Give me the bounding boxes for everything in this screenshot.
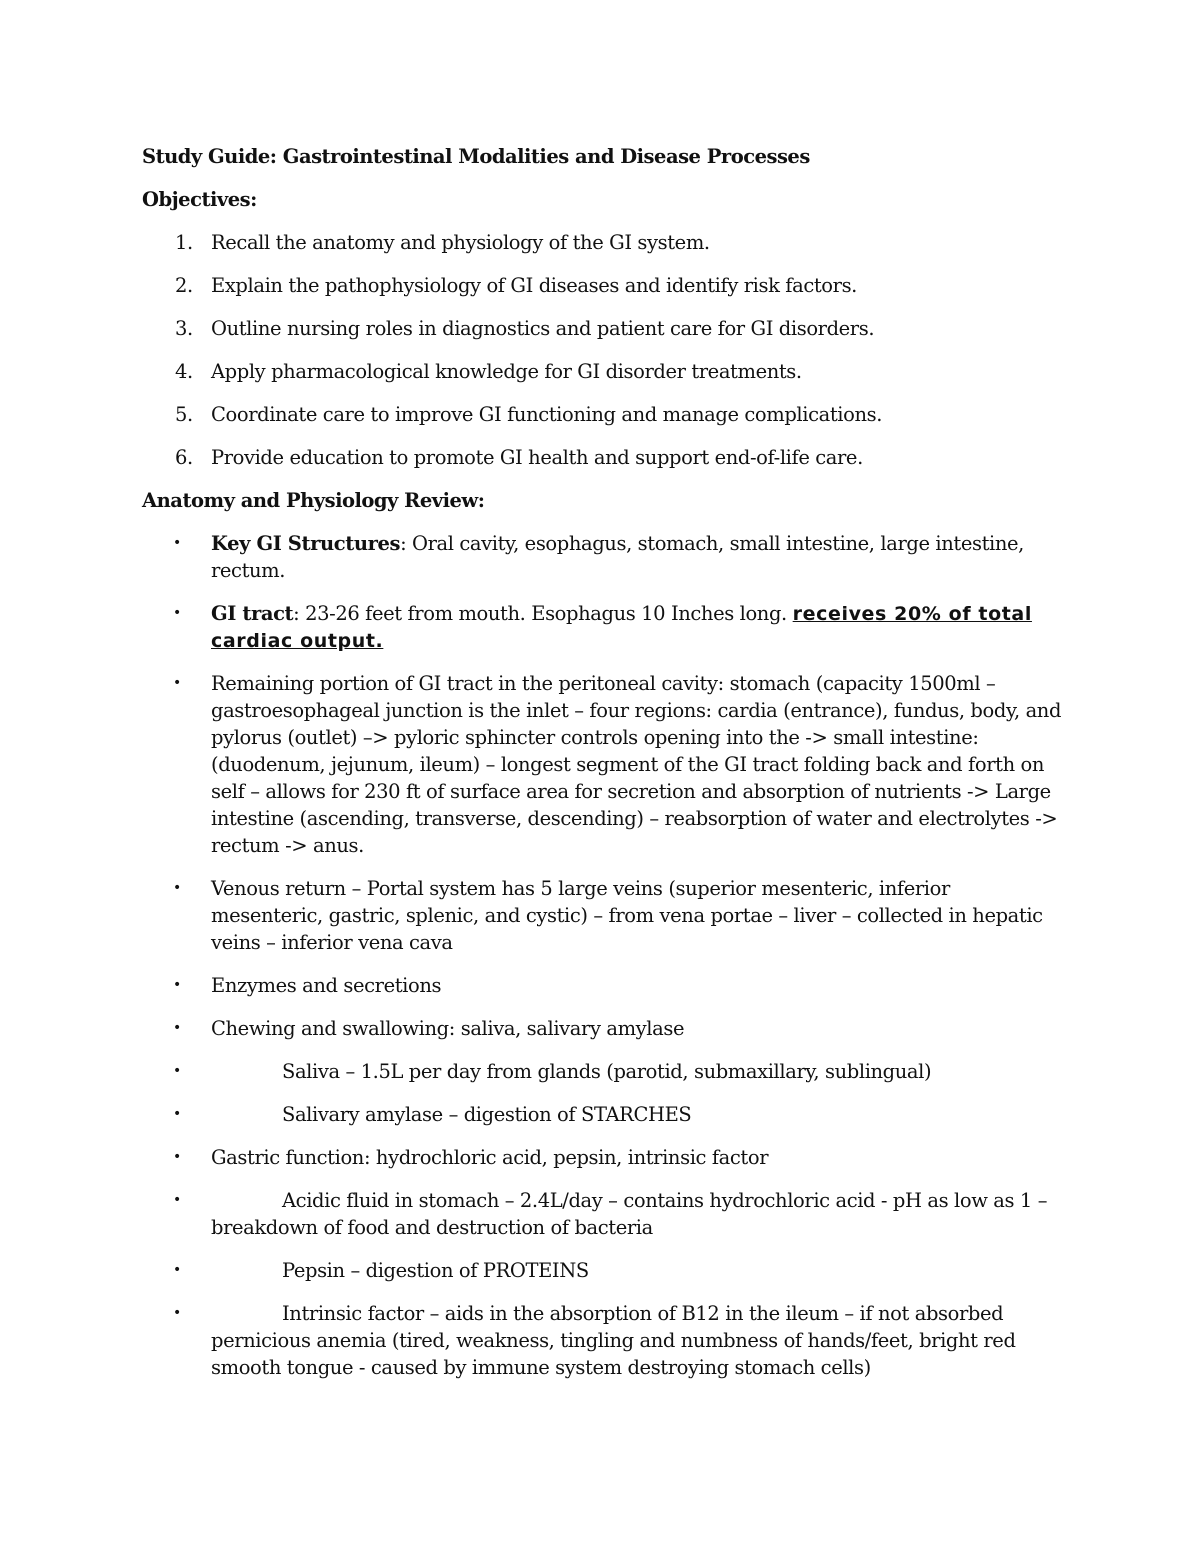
anatomy-bullet-list: [142, 530, 1062, 1381]
objective-item: [142, 315, 1062, 342]
bullet-text: : Oral cavity, esophagus, stomach, small intestine, large intestine, rectum.: [211, 532, 1024, 582]
bullet-text: Acidic fluid in stomach – 2.4L/day – contains hydrochloric acid - pH as low as 1 – breakdown of food and destruction of bacteria: [211, 1189, 1048, 1239]
objective-item: [142, 358, 1062, 385]
objective-number: 5.: [175, 403, 193, 426]
bullet-text: Gastric function: hydrochloric acid, pepsin, intrinsic factor: [211, 1146, 769, 1169]
objective-number: 1.: [175, 231, 193, 254]
bullet-glyph: •: [173, 977, 181, 993]
objective-item: [142, 272, 1062, 299]
bullet-glyph: •: [173, 1106, 181, 1122]
bullet-item: [142, 972, 1062, 999]
bullet-glyph: •: [173, 880, 181, 896]
bullet-glyph: •: [173, 1063, 181, 1079]
bullet-text: Remaining portion of GI tract in the peritoneal cavity: stomach (capacity 1500ml – gastroesophageal junction is the inlet – four regions: cardia (entrance), fundus, body, and pylorus (outlet) –> pyloric sphincter controls opening into the -> small intestine: (duodenum, jejunum, ileum) – longest segment of the GI tract folding back and forth on self – allows for 230 ft of surface area for secretion and absorption of nutrients -> Large intestine (ascending, transverse, descending) – reabsorption of water and electrolytes -> rectum -> anus.: [211, 672, 1062, 857]
bullet-item: [142, 1058, 1062, 1085]
bullet-text: Intrinsic factor – aids in the absorption of B12 in the ileum – if not absorbed pernicious anemia (tired, weakness, tingling and numbness of hands/feet, bright red smooth tongue - caused by immune system destroying stomach cells): [211, 1302, 1016, 1379]
objective-text: Outline nursing roles in diagnostics and patient care for GI disorders.: [211, 317, 875, 340]
document-title: Study Guide: Gastrointestinal Modalities and Disease Processes: [142, 145, 810, 168]
bullet-glyph: •: [173, 1262, 181, 1278]
bullet-text: : 23-26 feet from mouth. Esophagus 10 Inches long.: [293, 602, 793, 625]
objective-text: Apply pharmacological knowledge for GI disorder treatments.: [211, 360, 802, 383]
bullet-item: [142, 1257, 1062, 1284]
objective-number: 6.: [175, 446, 193, 469]
bullet-text: Chewing and swallowing: saliva, salivary amylase: [211, 1017, 685, 1040]
anatomy-heading: Anatomy and Physiology Review:: [142, 489, 485, 512]
objectives-list: [142, 229, 1062, 471]
objective-item: [142, 229, 1062, 256]
objective-text: Coordinate care to improve GI functioning and manage complications.: [211, 403, 883, 426]
bullet-item: [142, 1015, 1062, 1042]
bullet-text: Enzymes and secretions: [211, 974, 442, 997]
bullet-glyph: •: [173, 535, 181, 551]
bullet-item: [142, 1144, 1062, 1171]
bullet-text: Salivary amylase – digestion of STARCHES: [282, 1103, 692, 1126]
objective-number: 3.: [175, 317, 193, 340]
bullet-item: [142, 875, 1062, 956]
bullet-bold-term: GI tract: [211, 602, 294, 625]
objective-text: Provide education to promote GI health and support end-of-life care.: [211, 446, 863, 469]
objective-number: 4.: [175, 360, 193, 383]
bullet-glyph: •: [173, 1305, 181, 1321]
objectives-heading: Objectives:: [142, 188, 257, 211]
bullet-text: Venous return – Portal system has 5 large veins (superior mesenteric, inferior mesenteric, gastric, splenic, and cystic) – from vena portae – liver – collected in hepatic veins – inferior vena cava: [211, 877, 1043, 954]
objective-item: [142, 444, 1062, 471]
bullet-item: [142, 670, 1062, 859]
bullet-bold-term: Key GI Structures: [211, 532, 401, 555]
bullet-item: [142, 530, 1062, 584]
objective-number: 2.: [175, 274, 193, 297]
bullet-text: Saliva – 1.5L per day from glands (parotid, submaxillary, sublingual): [282, 1060, 932, 1083]
document-page: [142, 143, 1062, 1397]
bullet-glyph: •: [173, 605, 181, 621]
bullet-text: Pepsin – digestion of PROTEINS: [282, 1259, 589, 1282]
bullet-glyph: •: [173, 1020, 181, 1036]
bullet-item: [142, 600, 1062, 654]
bullet-glyph: •: [173, 1192, 181, 1208]
bullet-glyph: •: [173, 1149, 181, 1165]
bullet-glyph: •: [173, 675, 181, 691]
bullet-emphasis: receives 20% of total cardiac output.: [211, 603, 1032, 652]
objective-item: [142, 401, 1062, 428]
objective-text: Recall the anatomy and physiology of the GI system.: [211, 231, 710, 254]
objective-text: Explain the pathophysiology of GI diseases and identify risk factors.: [211, 274, 857, 297]
bullet-item: [142, 1300, 1062, 1381]
bullet-item: [142, 1101, 1062, 1128]
bullet-item: [142, 1187, 1062, 1241]
